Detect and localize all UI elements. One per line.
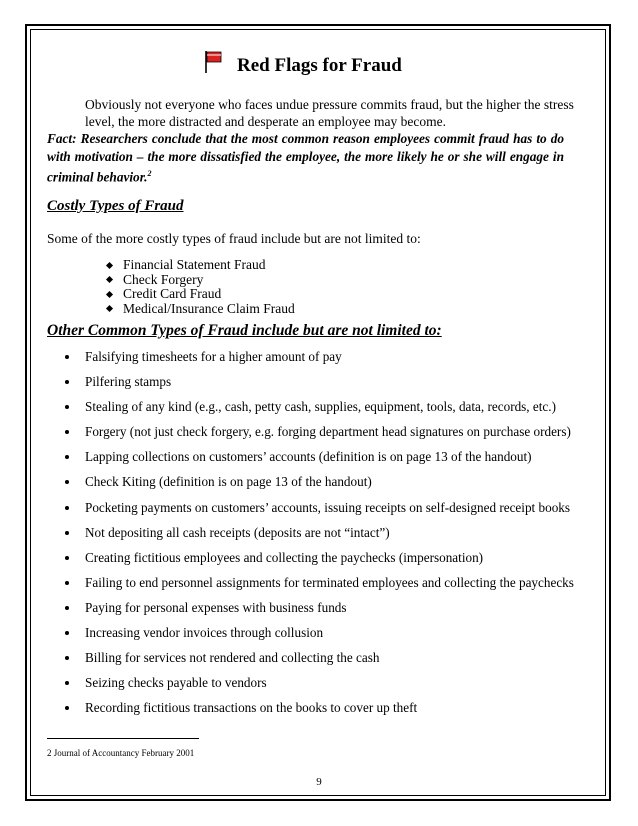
- bullet-icon: [65, 581, 69, 585]
- bullet-icon: [65, 355, 69, 359]
- bullet-icon: [65, 531, 69, 535]
- list-item: Falsifying timesheets for a higher amount of pay: [64, 348, 574, 373]
- bullet-icon: [65, 430, 69, 434]
- page-title: Red Flags for Fraud: [237, 55, 402, 76]
- bullet-icon: [65, 556, 69, 560]
- bullet-icon: [65, 656, 69, 660]
- footnote-divider: [47, 738, 199, 739]
- bullet-icon: [65, 681, 69, 685]
- list-item: Recording fictitious transactions on the books to cover up theft: [64, 699, 574, 724]
- list-item: Lapping collections on customers’ accounts (definition is on page 13 of the handout): [64, 448, 574, 473]
- list-item: Increasing vendor invoices through collusion: [64, 624, 574, 649]
- diamond-bullet-icon: [106, 290, 113, 297]
- page-number: 9: [316, 776, 322, 788]
- list-item: Billing for services not rendered and collecting the cash: [64, 649, 574, 674]
- list-item: Creating fictitious employees and collecting the paychecks (impersonation): [64, 549, 574, 574]
- fact-paragraph: [47, 130, 564, 186]
- bullet-icon: [65, 380, 69, 384]
- footnote-reference: 2: [147, 169, 152, 178]
- list-item: Forgery (not just check forgery, e.g. forging department head signatures on purchase orders): [64, 423, 574, 448]
- list-item: Financial Statement Fraud: [106, 258, 295, 273]
- bullet-icon: [65, 606, 69, 610]
- diamond-bullet-icon: [106, 305, 113, 312]
- list-item: Medical/Insurance Claim Fraud: [106, 302, 295, 317]
- costly-types-heading: Costly Types of Fraud: [47, 198, 184, 214]
- list-item: Check Kiting (definition is on page 13 of the handout): [64, 473, 574, 498]
- costly-types-intro: Some of the more costly types of fraud include but are not limited to:: [47, 231, 421, 246]
- list-item: Paying for personal expenses with business funds: [64, 599, 574, 624]
- bullet-icon: [65, 506, 69, 510]
- list-item: Not depositing all cash receipts (deposits are not “intact”): [64, 524, 574, 549]
- fact-text: Fact: Researchers conclude that the most common reason employees commit fraud has to do with motivation – the more dissatisfied the employee, the more likely he or she will engage in criminal behavior.: [47, 131, 564, 185]
- footnote: 2 Journal of Accountancy February 2001: [47, 748, 195, 758]
- list-item: Credit Card Fraud: [106, 287, 295, 302]
- costly-types-list: [106, 258, 295, 316]
- diamond-bullet-icon: [106, 276, 113, 283]
- red-flag-icon: [204, 50, 224, 74]
- list-item: Pocketing payments on customers’ accounts, issuing receipts on self-designed receipt books: [64, 499, 574, 524]
- diamond-bullet-icon: [106, 261, 113, 268]
- list-item: Stealing of any kind (e.g., cash, petty cash, supplies, equipment, tools, data, records, etc.): [64, 398, 574, 423]
- bullet-icon: [65, 480, 69, 484]
- bullet-icon: [65, 405, 69, 409]
- list-item: Check Forgery: [106, 273, 295, 288]
- bullet-icon: [65, 455, 69, 459]
- other-types-list: [64, 348, 574, 724]
- list-item: Failing to end personnel assignments for terminated employees and collecting the paychecks: [64, 574, 574, 599]
- list-item: Pilfering stamps: [64, 373, 574, 398]
- intro-paragraph: Obviously not everyone who faces undue pressure commits fraud, but the higher the stress level, the more distracted and desperate an employee may become.: [85, 97, 574, 129]
- bullet-icon: [65, 706, 69, 710]
- list-item: Seizing checks payable to vendors: [64, 674, 574, 699]
- other-types-heading: Other Common Types of Fraud include but are not limited to:: [47, 322, 442, 339]
- bullet-icon: [65, 631, 69, 635]
